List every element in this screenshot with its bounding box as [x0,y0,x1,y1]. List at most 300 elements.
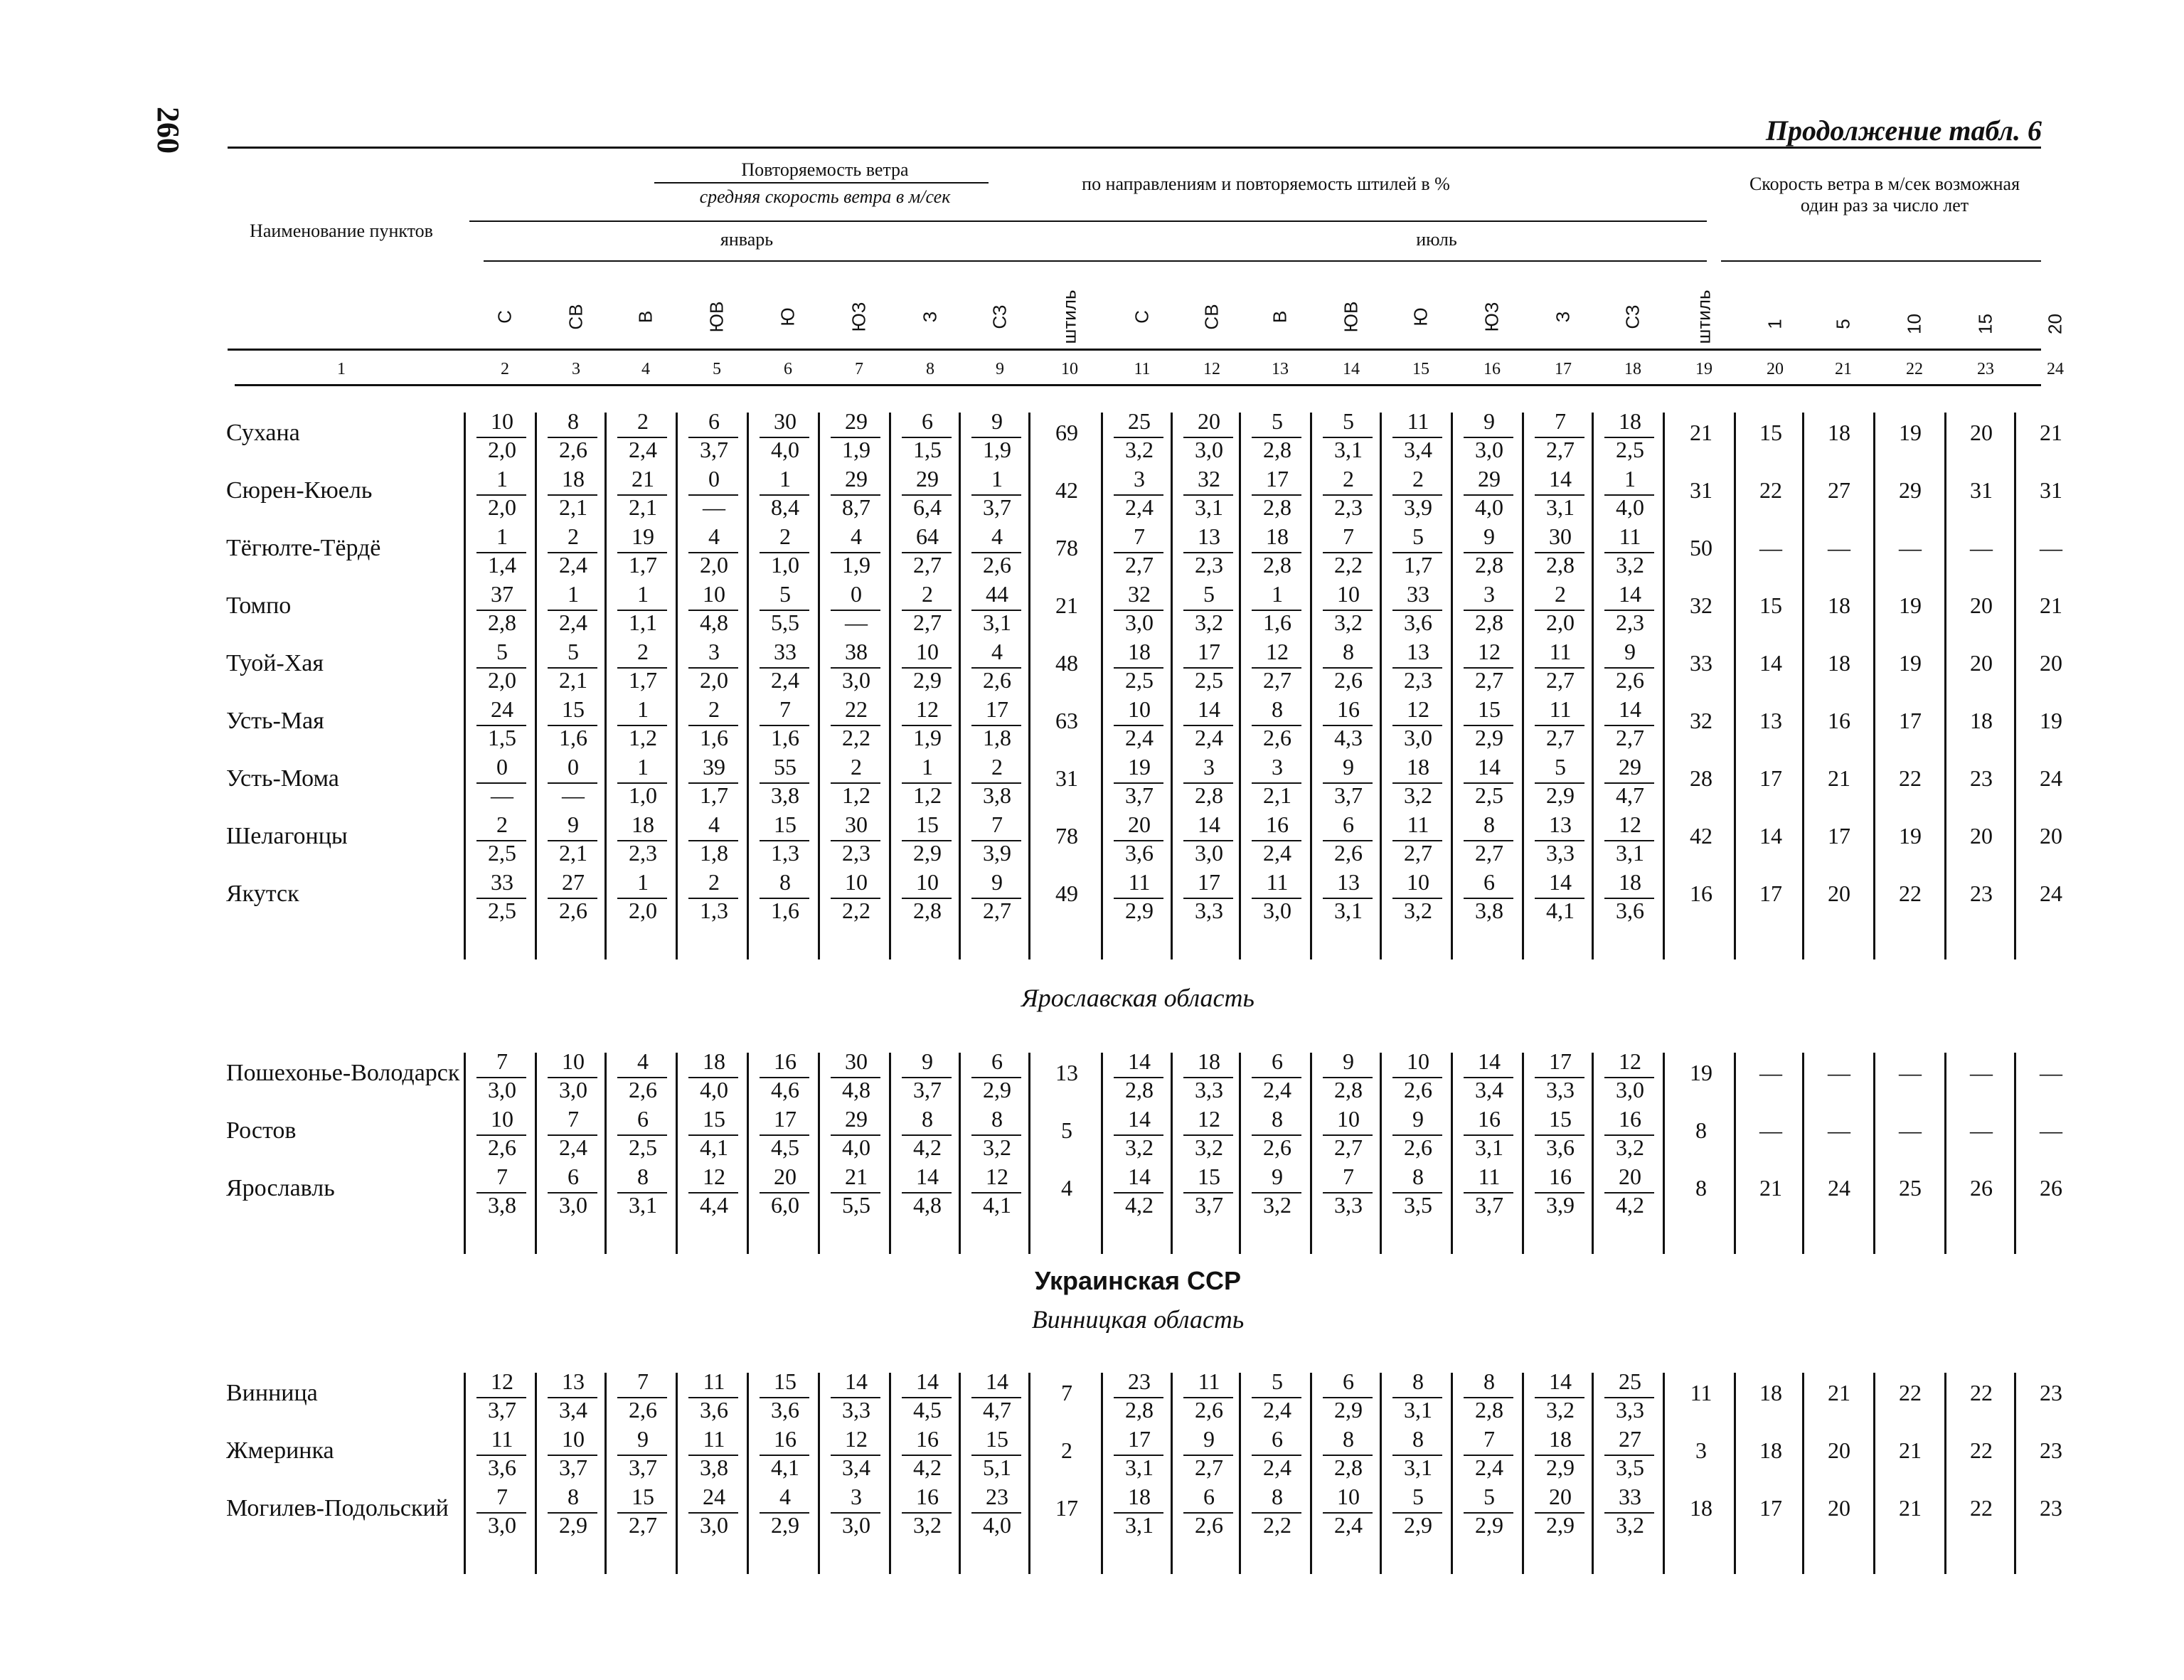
direction-label-jan-5: ЮЗ [848,302,870,332]
wind-frequency: 13 [1407,639,1429,664]
station-name: Ярославль [226,1175,335,1201]
wind-frequency: 15 [562,696,585,722]
max-speed-10y: 22 [1899,881,1922,906]
wind-speed: 3,4 [559,1397,587,1423]
jan-calm: 2 [1061,1437,1072,1463]
wind-frequency: 21 [845,1164,868,1189]
wind-speed: 3,8 [771,782,799,808]
wind-frequency: 12 [1198,1106,1220,1132]
column-divider [2014,413,2016,959]
wind-speed: 1,9 [842,552,870,578]
max-speed-20y: 23 [2040,1380,2062,1405]
wind-frequency: 2 [991,754,1003,780]
station-name: Винница [226,1380,318,1406]
wind-frequency: 7 [1134,523,1145,549]
wind-frequency: 16 [916,1484,939,1509]
max-speed-20y: 20 [2040,650,2062,676]
max-speed-5y: 21 [1828,765,1850,791]
wind-speed: 3,3 [1616,1397,1644,1423]
wind-speed: 4,1 [771,1455,799,1480]
wind-speed: 2,4 [1263,840,1291,866]
wind-frequency: 14 [1619,696,1641,722]
max-speed-5y: 17 [1828,823,1850,849]
max-speed-5y: 16 [1828,708,1850,733]
column-divider [676,1053,678,1254]
wind-frequency: 10 [916,639,939,664]
wind-speed: 2,9 [1475,1512,1503,1538]
column-divider [535,1373,537,1574]
direction-label-jan-2: В [634,310,656,324]
wind-speed: 2,0 [700,552,728,578]
max-speed-5y: — [1828,1060,1850,1085]
station-name: Туой-Хая [226,650,324,676]
wind-frequency: 11 [1619,523,1641,549]
wind-frequency: 10 [703,581,725,607]
column-divider [1734,1053,1736,1254]
wind-speed: 2,3 [1404,667,1432,693]
wind-speed: 2,0 [700,667,728,693]
max-speed-1y: 17 [1759,1495,1782,1521]
max-speed-10y: 19 [1899,823,1922,849]
station-name: Усть-Мома [226,765,339,792]
wind-speed: 3,1 [629,1192,657,1218]
wind-speed: 2,9 [1334,1397,1363,1423]
wind-speed: 2,6 [559,898,587,923]
wind-frequency: 12 [1619,812,1641,837]
column-divider [1592,1373,1594,1574]
sub-rule-2 [484,260,1707,262]
wind-speed: 5,5 [771,610,799,635]
wind-speed: 3,5 [1404,1192,1432,1218]
wind-speed: 3,0 [1125,610,1154,635]
wind-speed: 4,0 [700,1077,728,1102]
direction-label-jan-6: З [919,311,941,323]
wind-speed: 1,7 [700,782,728,808]
wind-frequency: 6 [637,1106,649,1132]
wind-frequency: 3 [1483,581,1495,607]
direction-label-jul-4: Ю [1410,307,1432,326]
wind-frequency: 11 [1198,1368,1220,1394]
direction-label-jul-3: ЮВ [1340,301,1362,333]
wind-frequency: 9 [637,1426,649,1452]
max-speed-1y: 14 [1759,823,1782,849]
direction-label-jul-5: ЮЗ [1481,302,1503,332]
column-divider [1663,1053,1665,1254]
wind-speed: 2,8 [1475,552,1503,578]
wind-frequency: 10 [916,869,939,895]
col-number-8: 8 [926,360,934,378]
column-divider [2014,1053,2016,1254]
max-speed-10y: 21 [1899,1495,1922,1521]
column-divider [1451,413,1453,959]
wind-speed: 1,7 [629,667,657,693]
speed-group-header: Скорость ветра в м/сек возможная один раз за число лет [1749,174,2020,216]
col-number-9: 9 [996,360,1004,378]
wind-speed: 4,3 [1334,725,1363,750]
wind-frequency: 16 [1266,812,1289,837]
wind-frequency: 30 [1549,523,1572,549]
wind-speed: 3,1 [1404,1455,1432,1480]
wind-frequency: 1 [1272,581,1283,607]
wind-frequency: 2 [568,523,579,549]
column-divider [1944,413,1946,959]
wind-frequency: 6 [991,1048,1003,1074]
wind-speed: 2,6 [488,1134,516,1160]
jul-calm: 32 [1690,592,1712,618]
wind-speed: 3,1 [1125,1512,1154,1538]
wind-frequency: 8 [1412,1368,1424,1394]
sub-rule-3 [1721,260,2041,262]
column-divider [1873,1373,1875,1574]
wind-frequency: 7 [1343,1164,1354,1189]
wind-frequency: 17 [774,1106,797,1132]
wind-frequency: 14 [1198,812,1220,837]
wind-speed: 4,8 [700,610,728,635]
wind-speed: 4,2 [1616,1192,1644,1218]
sub-rule-1 [469,220,1707,222]
wind-speed: 3,5 [1616,1455,1644,1480]
max-speed-15y: 20 [1970,823,1993,849]
wind-frequency: 24 [491,696,513,722]
wind-frequency: 10 [562,1048,585,1074]
col-number-5: 5 [713,360,721,378]
wind-frequency: 1 [637,696,649,722]
wind-speed: 4,0 [771,437,799,462]
column-divider [1802,1373,1804,1574]
wind-frequency: 14 [1128,1048,1151,1074]
jan-calm: 4 [1061,1175,1072,1201]
jul-calm: 42 [1690,823,1712,849]
wind-speed: 3,3 [1546,840,1575,866]
station-name: Могилев-Подольский [226,1495,449,1521]
jul-calm: 32 [1690,708,1712,733]
wind-frequency: 15 [1549,1106,1572,1132]
wind-speed: 3,2 [1616,1512,1644,1538]
column-divider [676,1373,678,1574]
wind-speed: 2,5 [488,840,516,866]
wind-frequency: 14 [986,1368,1008,1394]
jul-calm: 21 [1690,420,1712,445]
wind-speed: 2,5 [1195,667,1223,693]
station-name: Жмеринка [226,1437,334,1464]
max-speed-5y: 24 [1828,1175,1850,1201]
wind-speed: 2,2 [842,898,870,923]
max-speed-1y: — [1759,1117,1782,1143]
wind-frequency: 10 [1128,696,1151,722]
wind-frequency: 7 [1483,1426,1495,1452]
wind-speed: 3,7 [559,1455,587,1480]
wind-frequency: 22 [845,696,868,722]
wind-speed: 3,9 [1404,494,1432,520]
wind-speed: 3,3 [1195,898,1223,923]
wind-frequency: 10 [1407,1048,1429,1074]
column-divider [676,413,678,959]
max-speed-20y: 24 [2040,765,2062,791]
wind-frequency: 3 [851,1484,862,1509]
wind-speed: 2,6 [1195,1512,1223,1538]
wind-speed: 3,1 [1616,840,1644,866]
wind-speed: 3,1 [1546,494,1575,520]
wind-speed: 3,7 [1334,782,1363,808]
wind-speed: 2,8 [488,610,516,635]
wind-frequency: 4 [851,523,862,549]
wind-speed: 2,3 [1195,552,1223,578]
column-divider [818,413,820,959]
jan-calm: 69 [1055,420,1078,445]
wind-speed: 4,2 [1125,1192,1154,1218]
wind-speed: 3,6 [488,1455,516,1480]
wind-speed: 2,8 [1263,494,1291,520]
wind-frequency: 15 [774,812,797,837]
wind-speed: 3,1 [983,610,1011,635]
direction-label-jul-0: С [1131,310,1153,324]
wind-speed: 2,4 [771,667,799,693]
column-divider [1101,413,1103,959]
wind-frequency: 4 [708,812,720,837]
direction-label-jan-3: ЮВ [705,301,728,333]
wind-speed: 3,2 [1334,610,1363,635]
wind-frequency: 2 [851,754,862,780]
wind-speed: 3,2 [1195,610,1223,635]
station-name: Тёгюлте-Тёрдё [226,535,381,561]
wind-speed: 2,4 [559,1134,587,1160]
wind-frequency: 18 [1198,1048,1220,1074]
wind-frequency: 17 [1266,466,1289,491]
column-divider [1873,1053,1875,1254]
wind-speed: 2,5 [1125,667,1154,693]
wind-frequency: 10 [1407,869,1429,895]
wind-frequency: 6 [1272,1426,1283,1452]
jul-calm: 33 [1690,650,1712,676]
wind-speed: 1,9 [983,437,1011,462]
wind-frequency: 1 [637,581,649,607]
wind-frequency: 16 [774,1048,797,1074]
jul-calm: 50 [1690,535,1712,560]
wind-speed: 3,1 [1334,437,1363,462]
column-divider [818,1053,820,1254]
wind-frequency: 1 [637,869,649,895]
wind-frequency: 6 [1343,1368,1354,1394]
wind-frequency: 37 [491,581,513,607]
wind-frequency: 29 [1619,754,1641,780]
wind-speed: 1,1 [629,610,657,635]
wind-speed: 1,6 [771,898,799,923]
col-number-3: 3 [572,360,580,378]
wind-frequency: 6 [1272,1048,1283,1074]
wind-speed: 4,8 [913,1192,942,1218]
wind-speed: 2,9 [771,1512,799,1538]
col-number-24: 24 [2047,360,2064,378]
wind-speed: 2,7 [1546,667,1575,693]
wind-speed: 2,7 [1334,1134,1363,1160]
wind-frequency: 16 [916,1426,939,1452]
wind-frequency: 14 [845,1368,868,1394]
wind-speed: 2,4 [559,610,587,635]
column-divider [959,1053,961,1254]
wind-speed: 4,7 [1616,782,1644,808]
col-number-11: 11 [1134,360,1151,378]
wind-speed: 1,2 [913,782,942,808]
colnum-rule [235,384,2041,386]
section-vinnitsa-title: Винницкая область [1031,1305,1245,1334]
max-speed-15y: — [1970,535,1993,560]
wind-frequency: 1 [496,466,508,491]
max-speed-1y: 21 [1759,1175,1782,1201]
wind-frequency: 2 [1412,466,1424,491]
group-suffix: по направлениям и повторяемость штилей в % [1082,174,1450,194]
wind-frequency: 14 [1128,1164,1151,1189]
column-divider [1663,1373,1665,1574]
wind-frequency: 16 [1549,1164,1572,1189]
wind-speed: 1,7 [629,552,657,578]
wind-speed: 4,0 [983,1512,1011,1538]
wind-speed: 2,1 [559,667,587,693]
wind-speed: 2,8 [1546,552,1575,578]
wind-speed: 3,8 [488,1192,516,1218]
top-rule [228,147,2041,149]
wind-frequency: 8 [1412,1164,1424,1189]
wind-speed: 1,9 [913,725,942,750]
wind-speed: 4,2 [913,1134,942,1160]
wind-frequency: 5 [1343,408,1354,434]
wind-speed: 3,2 [1404,898,1432,923]
wind-frequency: 5 [496,639,508,664]
wind-frequency: 20 [1198,408,1220,434]
column-divider [1802,1053,1804,1254]
max-speed-5y: 20 [1828,881,1850,906]
wind-speed: — [845,610,868,635]
wind-frequency: 15 [916,812,939,837]
wind-frequency: 14 [1549,1368,1572,1394]
wind-speed: 2,7 [983,898,1011,923]
station-col-header: Наименование пунктов [250,220,433,241]
wind-speed: 3,6 [700,1397,728,1423]
wind-frequency: 7 [496,1484,508,1509]
wind-frequency: 6 [1343,812,1354,837]
wind-frequency: 17 [1128,1426,1151,1452]
wind-speed: 5,5 [842,1192,870,1218]
wind-frequency: 32 [1198,466,1220,491]
wind-speed: 1,6 [559,725,587,750]
wind-frequency: 15 [1478,696,1501,722]
column-divider [1802,413,1804,959]
wind-frequency: 7 [568,1106,579,1132]
wind-speed: 3,7 [1195,1192,1223,1218]
wind-frequency: 16 [1619,1106,1641,1132]
wind-frequency: 12 [845,1426,868,1452]
wind-frequency: 8 [637,1164,649,1189]
wind-frequency: 18 [562,466,585,491]
wind-frequency: 24 [703,1484,725,1509]
wind-frequency: 2 [1555,581,1566,607]
max-speed-20y: 23 [2040,1495,2062,1521]
wind-frequency: 18 [632,812,654,837]
wind-frequency: 6 [708,408,720,434]
jan-calm: 7 [1061,1380,1072,1405]
wind-frequency: 17 [1198,639,1220,664]
jan-calm: 31 [1055,765,1078,791]
wind-speed: 2,7 [1263,667,1291,693]
wind-speed: 4,1 [1546,898,1575,923]
column-divider [1028,413,1030,959]
wind-speed: 6,0 [771,1192,799,1218]
wind-frequency: 11 [1266,869,1289,895]
wind-frequency: 7 [779,696,791,722]
wind-frequency: 33 [491,869,513,895]
wind-speed: 2,7 [1616,725,1644,750]
wind-frequency: 11 [1549,696,1572,722]
wind-frequency: 14 [1478,754,1501,780]
max-speed-15y: 26 [1970,1175,1993,1201]
max-speed-15y: 20 [1970,650,1993,676]
wind-frequency: 11 [1478,1164,1501,1189]
wind-speed: 4,6 [771,1077,799,1102]
wind-speed: 1,2 [842,782,870,808]
wind-speed: 3,3 [1334,1192,1363,1218]
max-speed-10y: — [1899,535,1922,560]
wind-frequency: 29 [916,466,939,491]
wind-frequency: 18 [1549,1426,1572,1452]
wind-speed: 2,8 [913,898,942,923]
column-divider [1171,1053,1173,1254]
max-speed-10y: — [1899,1060,1922,1085]
wind-frequency: 9 [991,408,1003,434]
column-divider [1380,1373,1382,1574]
wind-frequency: 2 [779,523,791,549]
wind-frequency: 9 [1483,523,1495,549]
wind-frequency: 5 [1412,1484,1424,1509]
jan-calm: 63 [1055,708,1078,733]
column-divider [959,1373,961,1574]
wind-speed: 3,7 [983,494,1011,520]
max-speed-20y: 20 [2040,823,2062,849]
column-divider [535,1053,537,1254]
wind-frequency: 30 [845,812,868,837]
col-number-4: 4 [641,360,650,378]
max-speed-1y: 15 [1759,592,1782,618]
jan-calm: 5 [1061,1117,1072,1143]
wind-speed: 4,8 [842,1077,870,1102]
column-divider [1734,1373,1736,1574]
max-speed-1y: — [1759,535,1782,560]
col-number-7: 7 [855,360,863,378]
wind-frequency: 23 [1128,1368,1151,1394]
wind-speed: 2,9 [1125,898,1154,923]
page-number: 260 [151,107,186,154]
wind-speed: 2,7 [1475,840,1503,866]
column-divider [1239,1373,1241,1574]
wind-frequency: 13 [562,1368,585,1394]
wind-frequency: 5 [1412,523,1424,549]
wind-frequency: 1 [779,466,791,491]
wind-frequency: 15 [703,1106,725,1132]
wind-speed: — [703,494,725,520]
max-speed-5y: 20 [1828,1437,1850,1463]
wind-frequency: 6 [1203,1484,1215,1509]
wind-speed: 3,9 [1546,1192,1575,1218]
wind-frequency: 5 [1203,581,1215,607]
wind-speed: 1,3 [700,898,728,923]
wind-frequency: 0 [708,466,720,491]
wind-speed: 3,8 [1475,898,1503,923]
wind-speed: 2,9 [983,1077,1011,1102]
wind-frequency: 10 [1337,581,1360,607]
wind-frequency: 2 [708,696,720,722]
column-divider [747,1373,749,1574]
wind-speed: 2,4 [1475,1455,1503,1480]
col-number-12: 12 [1203,360,1220,378]
wind-frequency: 7 [1555,408,1566,434]
